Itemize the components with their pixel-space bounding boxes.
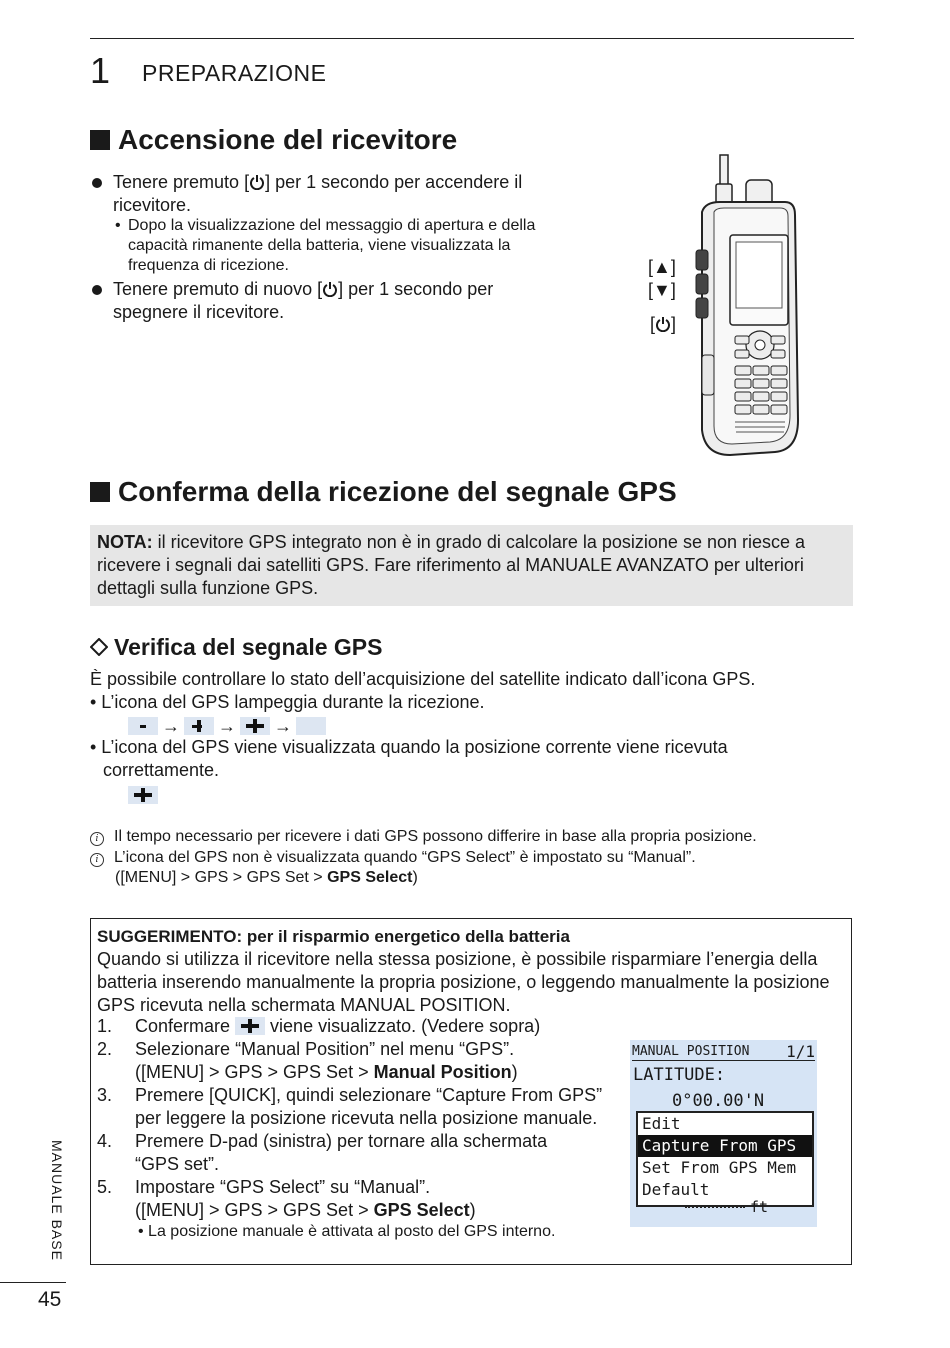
gps-icon-stage1: [128, 717, 158, 735]
step-4: 4. Premere D-pad (sinistra) per tornare alla schermata “GPS set”.: [97, 1131, 548, 1174]
tip-content: [97, 925, 847, 1017]
down-key-label: [▼]: [648, 280, 676, 300]
gps-icon: [235, 1017, 265, 1035]
gps-icon-stage4-blank: [296, 717, 326, 735]
info-icon: i: [90, 832, 104, 846]
lcd-menu-item-set-from-mem[interactable]: Set From GPS Mem: [642, 1158, 797, 1177]
lcd-menu-item-capture[interactable]: Capture From GPS: [638, 1135, 812, 1157]
lcd-partial-unit: ft: [750, 1198, 769, 1216]
step-1: 1. Confermare viene visualizzato. (Vedere sopra): [97, 1016, 541, 1036]
square-bullet-icon: [90, 482, 110, 502]
radio-receiver-illustration: [680, 150, 815, 460]
power-key-label: [ ]: [650, 314, 677, 334]
lcd-menu-item-default[interactable]: Default: [642, 1180, 710, 1199]
gps-icon-received: [128, 786, 158, 806]
nota-text: il ricevitore GPS integrato non è in grado di calcolare la posizione se non riesce a ricevere i segnali dai satelliti GPS. Fare riferimento al MANUALE AVANZATO per ulteriori dettagli sulla funzione GPS.: [97, 532, 806, 598]
section-title-gps: Conferma della ricezione del segnale GPS: [90, 476, 677, 508]
lcd-partial-value: [685, 1206, 745, 1208]
power-off-bullet: [92, 278, 532, 324]
tip-steps: [97, 1015, 607, 1242]
lcd-menu-item-edit[interactable]: Edit: [642, 1114, 681, 1133]
power-off-text-pre: Tenere premuto di nuovo [: [113, 279, 323, 299]
diamond-bullet-icon: [90, 638, 108, 656]
top-rule: [90, 38, 854, 39]
nota-box: [90, 525, 853, 606]
step-3: 3. Premere [QUICK], quindi selezionare “Capture From GPS” per leggere la posizione ricevuta nella posizione manuale.: [97, 1085, 603, 1128]
power-on-sub-text: Dopo la visualizzazione del messaggio di apertura e della capacità rimanente della batteria, viene visualizzata la frequenza di ricezione.: [128, 217, 536, 274]
power-off-text-post: ] per 1 secondo per spegnere il ricevitore.: [113, 279, 494, 322]
subsection-title-gps-signal: Verifica del segnale GPS: [90, 634, 382, 661]
gps-point-received: • L’icona del GPS viene visualizzata quando la posizione corrente viene ricevuta correttamente.: [90, 737, 728, 780]
power-icon: [322, 281, 338, 297]
gps-icon: [128, 786, 158, 804]
chapter-title: PREPARAZIONE: [142, 60, 327, 86]
square-bullet-icon: [90, 130, 110, 150]
info-icon: i: [90, 853, 104, 867]
side-label: MANUALE BASE: [49, 1140, 65, 1261]
bullet-dot-icon: [92, 285, 102, 295]
power-icon: [249, 174, 265, 190]
lcd-latitude-label: LATITUDE:: [633, 1065, 726, 1085]
section-title-power: Accensione del ricevitore: [90, 124, 457, 156]
gps-point-blinking: • L’icona del GPS lampeggia durante la ricezione.: [90, 692, 485, 712]
page-rule: [0, 1282, 66, 1283]
tip-title: SUGGERIMENTO: per il risparmio energetico della batteria: [97, 927, 570, 946]
step-2: 2. Selezionare “Manual Position” nel menu “GPS”. ([MENU] > GPS > GPS Set > Manual Position): [97, 1039, 518, 1082]
power-on-text-pre: Tenere premuto [: [113, 172, 250, 192]
lcd-header: MANUAL POSITION 1/1: [632, 1042, 815, 1061]
nota-label: NOTA:: [97, 532, 153, 552]
lcd-quick-menu: [636, 1111, 814, 1207]
info-note-1: i Il tempo necessario per ricevere i dati GPS possono differire in base alla propria posizione.: [90, 827, 850, 847]
power-on-bullet: [92, 171, 572, 217]
up-key-label: [▲]: [648, 257, 676, 277]
bullet-dot-icon: [92, 178, 102, 188]
gps-icon-stage3: [240, 717, 270, 735]
gps-intro: È possibile controllare lo stato dell’acquisizione del satellite indicato dall’icona GPS.: [90, 669, 756, 689]
gps-icon-stage2: [184, 717, 214, 735]
power-icon: [655, 316, 671, 332]
gps-blink-sequence: → → →: [128, 716, 326, 737]
chapter-number: 1: [90, 50, 111, 91]
lcd-manual-position: [630, 1040, 817, 1227]
power-on-sub: • Dopo la visualizzazione del messaggio di apertura e della capacità rimanente della batteria, viene visualizzata la frequenza di ricezione.: [115, 216, 575, 276]
page-number: 45: [38, 1288, 62, 1311]
info-note-2: i L’icona del GPS non è visualizzata quando “GPS Select” è impostato su “Manual”. ([MENU] > GPS > GPS Set > GPS Select): [90, 848, 850, 888]
step-5: 5. Impostare “GPS Select” su “Manual”. ([MENU] > GPS > GPS Set > GPS Select) • La posizione manuale è attivata al posto del GPS interno.: [97, 1177, 556, 1240]
power-on-text-post: ] per 1 secondo per accendere il ricevitore.: [113, 172, 523, 215]
lcd-latitude-value: 0°00.00'N: [672, 1091, 765, 1111]
tip-intro: Quando si utilizza il ricevitore nella stessa posizione, è possibile risparmiare l’energia della batteria inserendo manualmente la propria posizione, o leggendo manualmente la posizione GPS ricevuta nella schermata MANUAL POSITION.: [97, 949, 830, 1015]
